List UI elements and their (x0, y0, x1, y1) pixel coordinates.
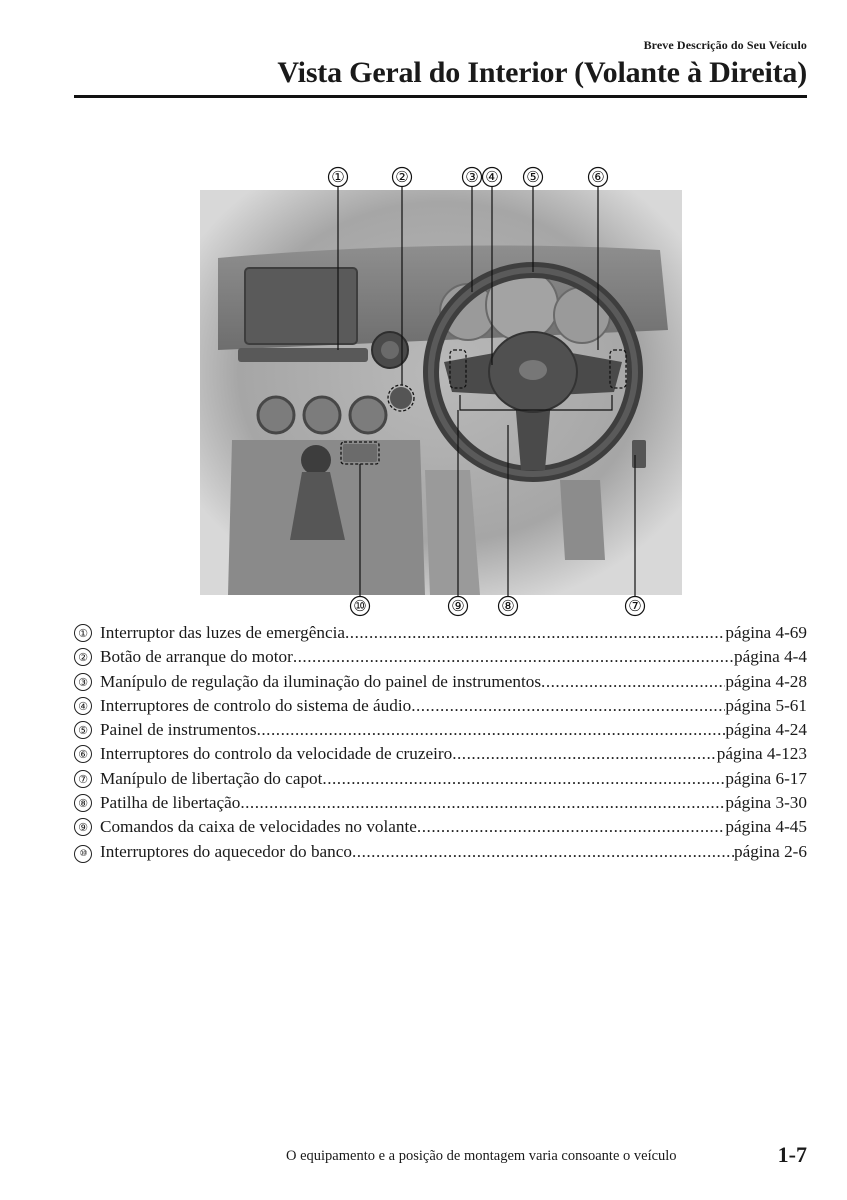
section-label: Breve Descrição do Seu Veículo (643, 38, 807, 52)
item-number: ① (74, 624, 92, 642)
callout-8: ⑧ (501, 597, 515, 615)
switch-strip (238, 348, 368, 362)
list-item (74, 696, 807, 720)
pedal-right (560, 480, 605, 560)
item-label: Interruptores do aquecedor do banco (100, 841, 352, 861)
climate-knob-left (258, 397, 294, 433)
dot-leader (452, 744, 717, 764)
page-reference-link[interactable]: página 4-24 (725, 720, 807, 740)
page-reference-link[interactable]: página 4-45 (725, 817, 807, 837)
list-item (74, 793, 807, 817)
page-reference-link[interactable]: página 4-28 (725, 671, 807, 691)
dot-leader (411, 696, 725, 716)
item-number: ⑤ (74, 721, 92, 739)
dot-leader (541, 672, 725, 692)
callout-2: ② (395, 168, 409, 186)
callout-5: ⑤ (526, 168, 540, 186)
item-number: ② (74, 648, 92, 666)
item-label: Comandos da caixa de velocidades no volante (100, 817, 417, 837)
climate-knob-right (350, 397, 386, 433)
list-item (74, 769, 807, 793)
page-reference-link[interactable]: página 6-17 (725, 768, 807, 788)
dot-leader (345, 623, 725, 643)
item-number: ⑦ (74, 770, 92, 788)
page-reference-link[interactable]: página 3-30 (725, 793, 807, 813)
callout-3: ③ (465, 168, 479, 186)
dot-leader (352, 842, 734, 862)
item-number: ⑩ (74, 845, 92, 863)
dot-leader (257, 720, 726, 740)
list-item (74, 672, 807, 696)
list-item (74, 720, 807, 744)
climate-knob-middle (304, 397, 340, 433)
item-number: ⑧ (74, 794, 92, 812)
item-label: Manípulo de regulação da iluminação do painel de instrumentos (100, 671, 542, 691)
steering-badge (519, 360, 547, 380)
air-vent-center (381, 341, 399, 359)
page-reference-link[interactable]: página 4-123 (716, 744, 807, 764)
page-title: Vista Geral do Interior (Volante à Direita) (277, 56, 807, 89)
start-button-graphic (390, 387, 412, 409)
callout-6: ⑥ (591, 168, 605, 186)
dot-leader (322, 769, 725, 789)
list-item (74, 623, 807, 647)
callout-7: ⑦ (628, 597, 642, 615)
item-number: ⑨ (74, 818, 92, 836)
gear-knob (301, 445, 331, 475)
item-number: ③ (74, 673, 92, 691)
page-reference-link[interactable]: página 4-69 (725, 623, 807, 642)
item-label: Patilha de libertação (100, 793, 241, 813)
list-item (74, 817, 807, 841)
item-label: Interruptores do controlo da velocidade de cruzeiro (100, 744, 453, 764)
hood-release-graphic (632, 440, 646, 468)
page-reference-link[interactable]: página 5-61 (725, 695, 807, 715)
callout-4: ④ (485, 168, 499, 186)
item-number: ④ (74, 697, 92, 715)
callout-9: ⑨ (451, 597, 465, 615)
item-label: Interruptor das luzes de emergência (100, 623, 345, 642)
dot-leader (240, 793, 725, 813)
list-item (74, 842, 807, 866)
list-item (74, 744, 807, 768)
callout-1: ① (331, 168, 345, 186)
item-label: Botão de arranque do motor (100, 647, 293, 667)
item-label: Painel de instrumentos (100, 720, 257, 740)
list-item (74, 647, 807, 671)
dot-leader (293, 647, 734, 667)
page-reference-link[interactable]: página 2-6 (733, 841, 807, 861)
item-number: ⑥ (74, 745, 92, 763)
page-number: 1-7 (777, 1142, 807, 1167)
footer-note: O equipamento e a posição de montagem varia consoante o veículo (286, 1148, 677, 1164)
seat-heater-switches (343, 444, 377, 462)
center-display (245, 268, 357, 344)
item-label: Manípulo de libertação do capot (100, 768, 323, 788)
callout-10: ⑩ (353, 597, 367, 615)
dot-leader (417, 817, 725, 837)
item-label: Interruptores de controlo do sistema de áudio (100, 695, 412, 715)
component-list (74, 623, 807, 866)
page-reference-link[interactable]: página 4-4 (733, 647, 807, 667)
